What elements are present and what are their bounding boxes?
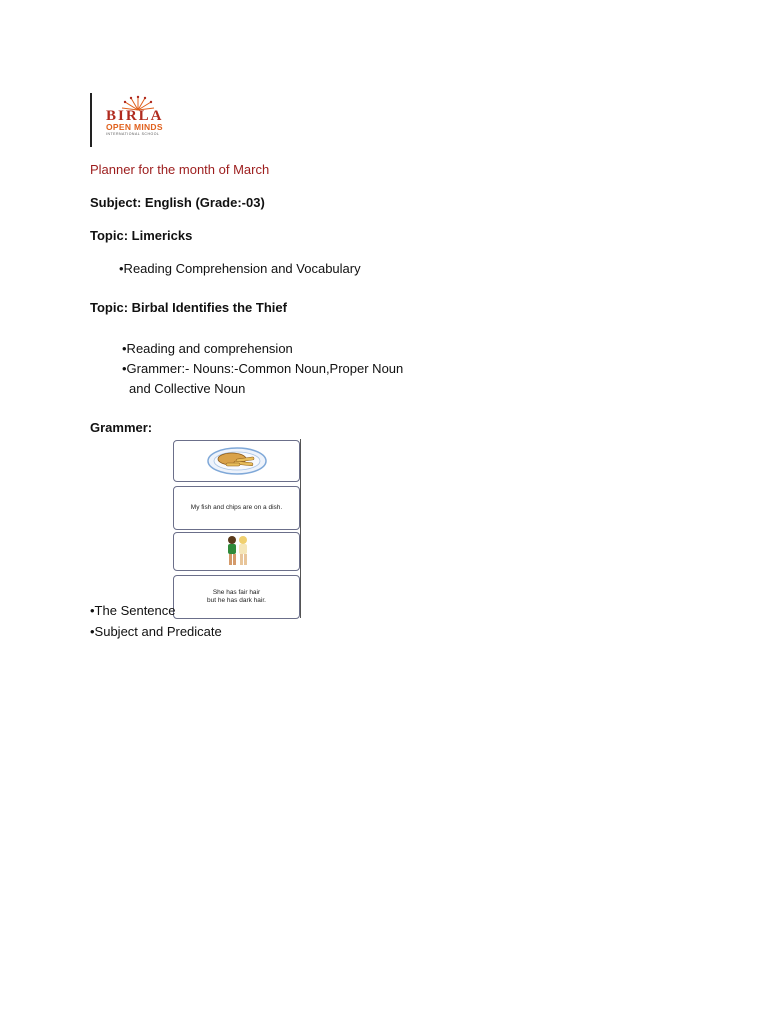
school-logo [104,95,176,139]
fish-chips-plate-icon [174,441,299,481]
grammar-heading: Grammer: [90,420,153,435]
grammar-illustration [171,439,302,618]
two-children-icon [174,533,299,570]
list-item: •The Sentence [90,603,176,618]
logo-sub-brand: OPEN MINDS [106,122,163,132]
card-caption: She has fair hair [212,589,261,596]
topic-limericks-heading: Topic: Limericks [90,228,193,243]
sentence-card [173,486,300,530]
list-item: •Grammer:- Nouns:-Common Noun,Proper Noun [122,361,404,376]
fish-chips-picture-card [173,440,300,482]
list-item: •Reading Comprehension and Vocabulary [119,261,361,276]
subject-line: Subject: English (Grade:-03) [90,195,265,210]
logo-brand: BIRLA [106,108,164,124]
sentence-card [173,575,300,619]
logo-divider [90,93,92,147]
list-item: •Subject and Predicate [90,624,222,639]
list-item-continued: and Collective Noun [129,381,246,396]
topic-birbal-heading: Topic: Birbal Identifies the Thief [90,300,287,315]
logo-tagline: INTERNATIONAL SCHOOL [106,132,160,136]
card-caption: but he has dark hair. [207,597,266,604]
planner-title: Planner for the month of March [90,162,270,177]
children-picture-card [173,532,300,571]
list-item: •Reading and comprehension [122,341,293,356]
card-caption: My fish and chips are on a dish. [190,504,283,511]
illustration-border [300,439,301,618]
